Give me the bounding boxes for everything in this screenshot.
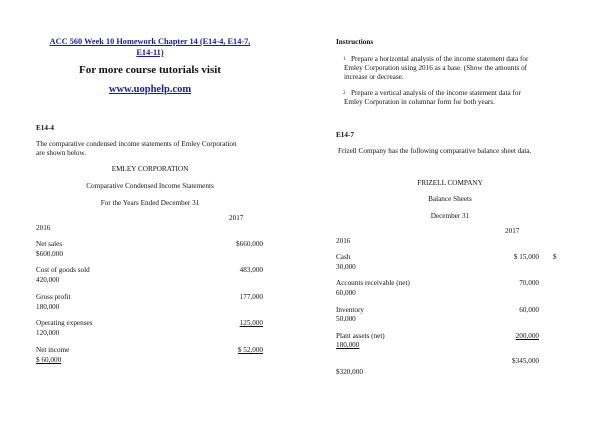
row-label-cash: Cash	[336, 253, 351, 261]
company-name: EMLEY CORPORATION	[111, 165, 189, 173]
total-2017: $345,000	[512, 357, 539, 365]
year-2017-header: 2017	[505, 227, 520, 235]
row-label-plant-assets: Plant assets (net)	[336, 332, 385, 340]
instruction-1-line2: Emley Corporation using 2016 as a base. (Show the amounts of	[344, 64, 528, 72]
year-2017-header: 2017	[229, 214, 244, 222]
statement-title: Comparative Condensed Income Statements	[86, 182, 214, 190]
row-2016-plant-assets: 180,000	[336, 341, 360, 349]
document-title-line1[interactable]: ACC 560 Week 10 Homework Chapter 14 (E14-4, E14-7,	[49, 37, 251, 46]
year-2016-header: 2016	[336, 237, 351, 245]
intro-text: Frizell Company has the following comparative balance sheet data.	[338, 147, 532, 155]
exercise-heading: E14-7	[336, 131, 354, 139]
statement-title: Balance Sheets	[428, 195, 472, 203]
row-2017-gross-profit: 177,000	[239, 293, 263, 301]
row-2016-accounts-receivable: 60,000	[336, 289, 356, 297]
total-2016: $320,000	[336, 368, 363, 376]
row-2017-opex: 125,000	[239, 319, 263, 327]
row-label-net-income: Net income	[36, 346, 70, 354]
row-2017-cash: $ 15,000	[513, 253, 539, 261]
row-2016-inventory: 50,000	[336, 315, 356, 323]
instruction-1-number: 1	[343, 57, 346, 62]
row-2016-cogs: 420,000	[36, 276, 60, 284]
statement-period: December 31	[430, 212, 470, 220]
instruction-2-line2: Emley Corporation in columnar form for both years.	[344, 98, 495, 106]
row-2016-gross-profit: 180,000	[36, 303, 60, 311]
instructions-heading: Instructions	[336, 38, 374, 46]
row-2017-plant-assets: 200,000	[515, 332, 539, 340]
instruction-1-line3: increase or decrease.	[344, 73, 404, 81]
row-extra-dollar-cash: $	[553, 253, 557, 261]
company-name: FRIZELL COMPANY	[417, 179, 483, 187]
row-label-opex: Operating expenses	[36, 319, 93, 327]
row-2017-cogs: 483,000	[239, 266, 263, 274]
instruction-2-number: 2	[343, 91, 346, 96]
row-label-inventory: Inventory	[336, 306, 364, 314]
row-label-cogs: Cost of goods sold	[36, 266, 90, 274]
row-2016-opex: 120,000	[36, 329, 60, 337]
document-title-line2[interactable]: E14-11)	[136, 48, 164, 57]
row-label-accounts-receivable: Accounts receivable (net)	[336, 279, 410, 287]
year-2016-header: 2016	[36, 224, 51, 232]
row-2017-net-income: $ 52,000	[237, 346, 263, 354]
instruction-1-line1: Prepare a horizontal analysis of the income statement data for	[351, 55, 529, 63]
right-page	[300, 0, 600, 424]
promo-text: For more course tutorials visit	[79, 64, 221, 76]
row-2016-net-sales: $600,000	[36, 250, 63, 258]
row-2017-inventory: 60,000	[519, 306, 539, 314]
promo-link[interactable]: www.uophelp.com	[108, 84, 192, 95]
row-2016-cash: 30,000	[336, 263, 356, 271]
exercise-heading: E14-4	[36, 124, 54, 132]
row-2016-net-income: $ 60,000	[36, 356, 62, 364]
row-2017-net-sales: $660,000	[236, 240, 263, 248]
intro-line2: are shown below.	[36, 149, 87, 157]
statement-period: For the Years Ended December 31	[100, 199, 200, 207]
instruction-2-line1: Prepare a vertical analysis of the income statement data for	[351, 89, 521, 97]
row-label-net-sales: Net sales	[36, 240, 63, 248]
row-2017-accounts-receivable: 70,000	[519, 279, 539, 287]
intro-line1: The comparative condensed income statements of Emley Corporation	[36, 140, 237, 148]
row-label-gross-profit: Gross profit	[36, 293, 71, 301]
